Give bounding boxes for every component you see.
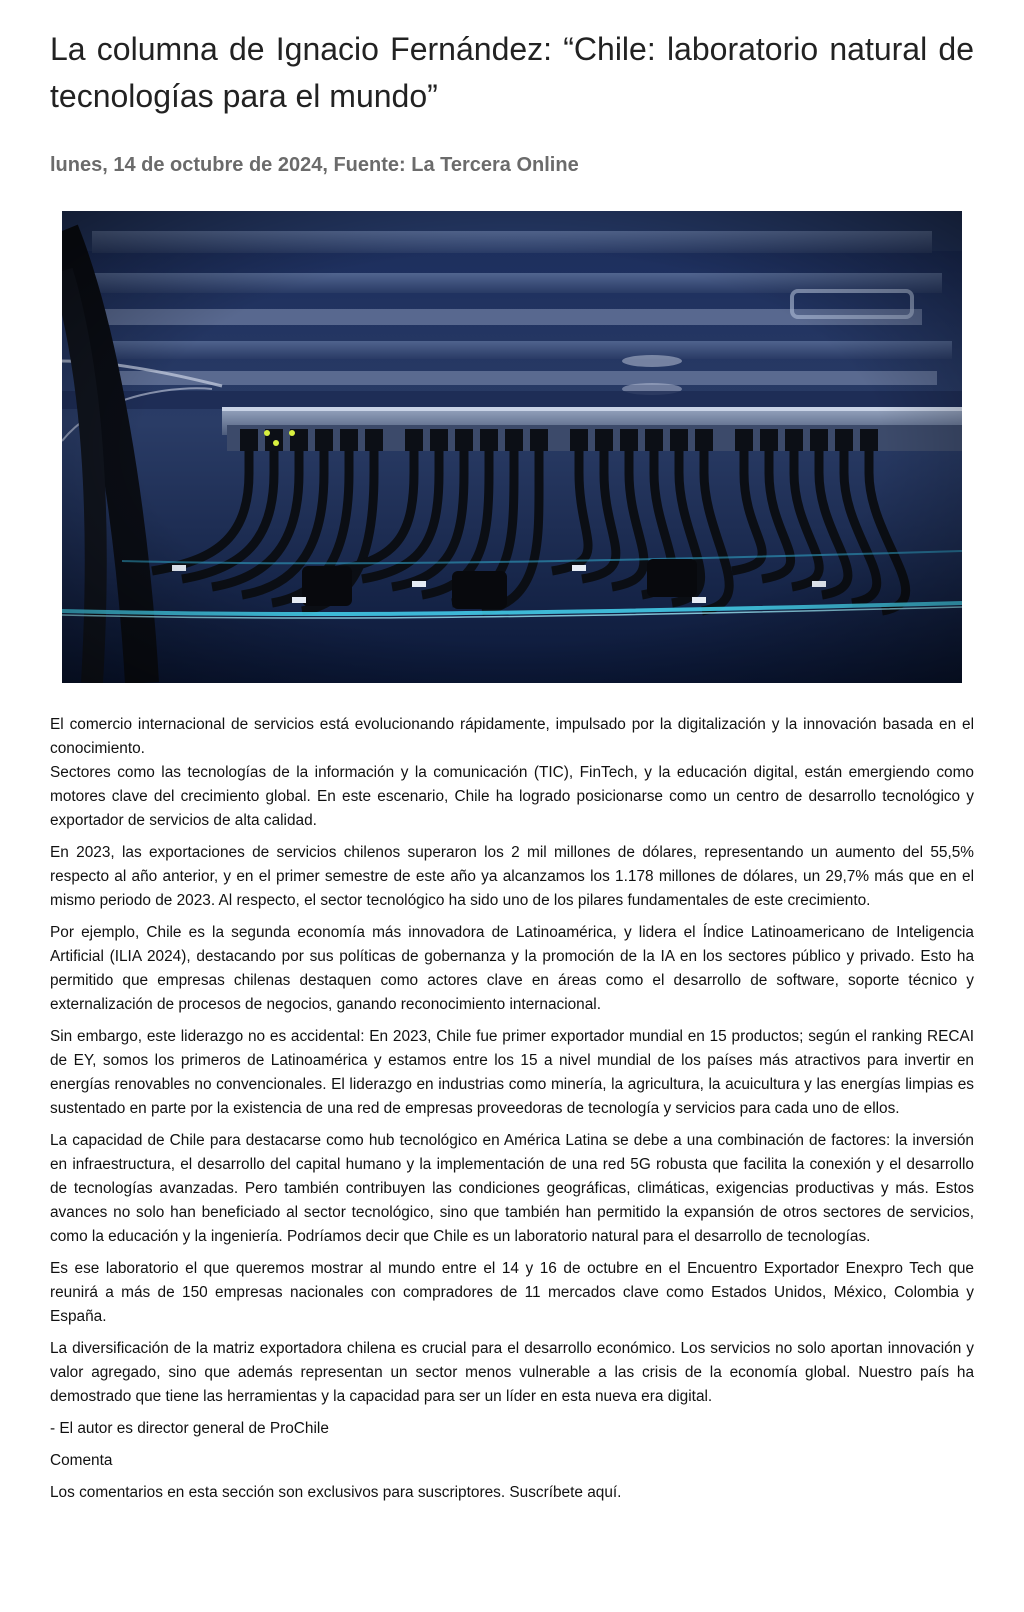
comments-heading: Comenta [50, 1452, 113, 1469]
paragraph: Sectores como las tecnologías de la información y la comunicación (TIC), FinTech, y la educación digital, están emergiendo como motores clave del crecimiento global. En este escenario, Chile ha logrado posicionarse como un centro de desarrollo tecnológico y exportador de servicios de alta calidad. [50, 764, 974, 829]
paragraph: La diversificación de la matriz exportadora chilena es crucial para el desarrollo económico. Los servicios no solo aportan innovación y valor agregado, sino que además representan un sector menos vulnerable a las crisis de la economía global. Nuestro país ha demostrado que tiene las herramientas y la capacidad para ser un líder en esta nueva era digital. [50, 1340, 974, 1405]
paragraph: La capacidad de Chile para destacarse como hub tecnológico en América Latina se debe a una combinación de factores: la inversión en infraestructura, el desarrollo del capital humano y la implementación de una red 5G robusta que facilita la conexión y el desarrollo de tecnologías avanzadas. Pero también contribuyen las condiciones geográficas, climáticas, exigencias productivas y más. Estos avances no solo han beneficiado al sector tecnológico, sino que también han permitido la expansión de otros sectores de servicios, como la educación y la ingeniería. Podríamos decir que Chile es un laboratorio natural para el desarrollo de tecnologías. [50, 1132, 974, 1245]
article-body [50, 713, 974, 1505]
comments-subscriber-note[interactable]: Los comentarios en esta sección son exclusivos para suscriptores. Suscríbete aquí. [50, 1484, 622, 1501]
paragraph: El comercio internacional de servicios está evolucionando rápidamente, impulsado por la digitalización y la innovación basada en el conocimiento. [50, 716, 974, 757]
article-date-source: lunes, 14 de octubre de 2024, Fuente: La Tercera Online [50, 154, 579, 176]
server-rack-photo [62, 211, 962, 683]
paragraph: En 2023, las exportaciones de servicios chilenos superaron los 2 mil millones de dólares, representando un aumento del 55,5% respecto al año anterior, y en el primer semestre de este año ya alcanzamos los 1.178 millones de dólares, un 29,7% más que en el mismo periodo de 2023. Al respecto, el sector tecnológico ha sido uno de los pilares fundamentales de este crecimiento. [50, 844, 974, 909]
author-note: - El autor es director general de ProChile [50, 1420, 329, 1437]
paragraph: Por ejemplo, Chile es la segunda economía más innovadora de Latinoamérica, y lidera el Índice Latinoamericano de Inteligencia Artificial (ILIA 2024), destacando por sus políticas de gobernanza y la promoción de la IA en los sectores público y privado. Esto ha permitido que empresas chilenas destaquen como actores clave en áreas como el desarrollo de software, soporte técnico y externalización de procesos de negocios, ganando reconocimiento internacional. [50, 924, 974, 1013]
paragraph: Sin embargo, este liderazgo no es accidental: En 2023, Chile fue primer exportador mundial en 15 productos; según el ranking RECAI de EY, somos los primeros de Latinoamérica y estamos entre los 15 a nivel mundial de los países más atractivos para invertir en energías renovables no convencionales. El liderazgo en industrias como minería, la agricultura, la acuicultura y las energías limpias es sustentado en parte por la existencia de una red de empresas proveedoras de tecnología y servicios para cada uno de ellos. [50, 1028, 974, 1117]
article-title: La columna de Ignacio Fernández: “Chile: laboratorio natural de tecnologías para el mundo” [50, 31, 974, 114]
paragraph: Es ese laboratorio el que queremos mostrar al mundo entre el 14 y 16 de octubre en el Encuentro Exportador Enexpro Tech que reunirá a más de 150 empresas nacionales con compradores de 11 mercados clave como Estados Unidos, México, Colombia y España. [50, 1260, 974, 1325]
